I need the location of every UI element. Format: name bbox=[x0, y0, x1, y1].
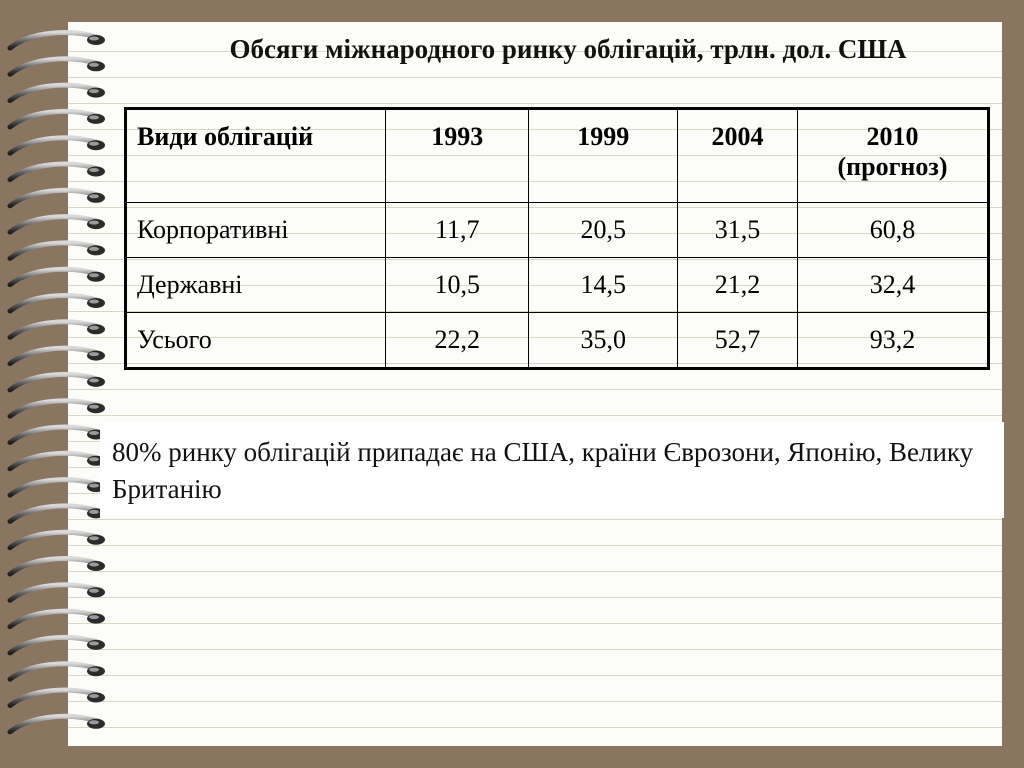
header-2004: 2004 bbox=[678, 109, 798, 203]
page-title: Обсяги міжнародного ринку облігацій, трлн. дол. США bbox=[229, 34, 907, 64]
cell-value: 60,8 bbox=[797, 203, 988, 258]
spiral-ring bbox=[10, 269, 100, 284]
binding-hole-shine bbox=[89, 300, 99, 304]
spiral-ring bbox=[10, 217, 100, 232]
spiral-ring bbox=[10, 585, 100, 600]
binding-hole-shine bbox=[89, 641, 99, 645]
cell-value: 22,2 bbox=[386, 312, 529, 368]
cell-value: 21,2 bbox=[678, 257, 798, 312]
spiral-ring bbox=[10, 559, 100, 574]
binding-hole-shine bbox=[89, 326, 99, 330]
spiral-ring bbox=[10, 138, 100, 153]
spiral-binding bbox=[0, 0, 115, 768]
binding-hole-shine bbox=[89, 115, 99, 119]
spiral-ring bbox=[10, 453, 100, 468]
spiral-ring bbox=[10, 480, 100, 495]
header-2010-note: (прогноз) bbox=[837, 152, 948, 181]
spiral-ring bbox=[10, 296, 100, 311]
binding-hole-shine bbox=[89, 405, 99, 409]
table-row bbox=[126, 257, 989, 312]
binding-hole-shine bbox=[89, 247, 99, 251]
header-1999: 1999 bbox=[529, 109, 678, 203]
spiral-ring bbox=[10, 611, 100, 626]
binding-hole-shine bbox=[89, 510, 99, 514]
spiral-ring bbox=[10, 322, 100, 337]
note-text: 80% ринку облігацій припадає на США, країни Єврозони, Японію, Велику Британію bbox=[100, 422, 1004, 518]
table-header-row bbox=[126, 109, 989, 203]
spiral-ring bbox=[10, 190, 100, 205]
spiral-ring bbox=[10, 111, 100, 126]
spiral-ring bbox=[10, 716, 100, 731]
binding-hole-shine bbox=[89, 563, 99, 567]
cell-value: 93,2 bbox=[797, 312, 988, 368]
spiral-ring bbox=[10, 374, 100, 389]
row-label-government: Державні bbox=[126, 257, 386, 312]
spiral-ring bbox=[10, 506, 100, 521]
binding-hole-shine bbox=[89, 457, 99, 461]
cell-value: 11,7 bbox=[386, 203, 529, 258]
binding-hole-shine bbox=[89, 720, 99, 724]
binding-hole-shine bbox=[89, 694, 99, 698]
binding-hole-shine bbox=[89, 352, 99, 356]
spiral-ring bbox=[10, 85, 100, 100]
cell-value: 20,5 bbox=[529, 203, 678, 258]
spiral-ring bbox=[10, 532, 100, 547]
row-label-total: Усього bbox=[126, 312, 386, 368]
cell-value: 32,4 bbox=[797, 257, 988, 312]
binding-hole-shine bbox=[89, 37, 99, 41]
cell-value: 14,5 bbox=[529, 257, 678, 312]
header-2010-year: 2010 bbox=[866, 122, 919, 151]
cell-value: 52,7 bbox=[678, 312, 798, 368]
spiral-ring bbox=[10, 401, 100, 416]
spiral-ring bbox=[10, 637, 100, 652]
header-2010-forecast bbox=[797, 109, 988, 203]
row-label-corporate: Корпоративні bbox=[126, 203, 386, 258]
binding-hole-shine bbox=[89, 378, 99, 382]
spiral-ring bbox=[10, 164, 100, 179]
binding-hole-shine bbox=[89, 615, 99, 619]
binding-hole-shine bbox=[89, 89, 99, 93]
binding-hole-shine bbox=[89, 194, 99, 198]
bond-market-table bbox=[124, 107, 990, 370]
spiral-ring bbox=[10, 348, 100, 363]
spiral-ring bbox=[10, 243, 100, 258]
binding-hole-shine bbox=[89, 273, 99, 277]
binding-hole-shine bbox=[89, 168, 99, 172]
binding-hole-shine bbox=[89, 484, 99, 488]
binding-hole-shine bbox=[89, 63, 99, 67]
binding-hole-shine bbox=[89, 431, 99, 435]
table-row bbox=[126, 203, 989, 258]
spiral-ring bbox=[10, 690, 100, 705]
binding-hole-shine bbox=[89, 668, 99, 672]
spiral-ring bbox=[10, 59, 100, 74]
binding-hole-shine bbox=[89, 536, 99, 540]
cell-value: 31,5 bbox=[678, 203, 798, 258]
binding-hole-shine bbox=[89, 589, 99, 593]
header-bond-type: Види облігацій bbox=[126, 109, 386, 203]
cell-value: 10,5 bbox=[386, 257, 529, 312]
binding-hole-shine bbox=[89, 142, 99, 146]
spiral-ring bbox=[10, 33, 100, 48]
cell-value: 35,0 bbox=[529, 312, 678, 368]
header-1993: 1993 bbox=[386, 109, 529, 203]
binding-hole-shine bbox=[89, 221, 99, 225]
spiral-ring bbox=[10, 664, 100, 679]
spiral-ring bbox=[10, 427, 100, 442]
table-row bbox=[126, 312, 989, 368]
